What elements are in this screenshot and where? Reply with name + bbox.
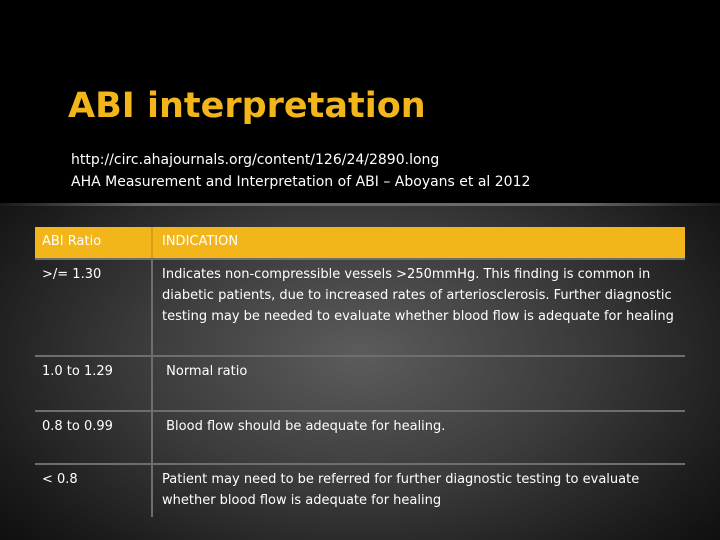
indication-cell: Normal ratio	[152, 356, 685, 411]
indication-cell: Blood flow should be adequate for healing.	[152, 411, 685, 464]
slide-title: ABI interpretation	[68, 86, 426, 126]
table-row	[35, 259, 685, 356]
divider-line	[0, 203, 720, 206]
header-abi-ratio: ABI Ratio	[35, 227, 152, 259]
ratio-cell: 1.0 to 1.29	[35, 356, 152, 411]
header-indication: INDICATION	[152, 227, 685, 259]
indication-cell: Indicates non-compressible vessels >250mmHg. This finding is common in diabetic patients, due to increased rates of arteriosclerosis. Further diagnostic testing may be needed to evaluate whether blood flow is adequate for healing	[152, 259, 685, 356]
table-row	[35, 411, 685, 464]
source-reference	[71, 149, 691, 193]
abi-table	[35, 227, 685, 517]
indication-cell: Patient may need to be referred for further diagnostic testing to evaluate whether blood flow is adequate for healing	[152, 464, 685, 517]
table-row	[35, 356, 685, 411]
table-row	[35, 464, 685, 517]
ratio-cell: >/= 1.30	[35, 259, 152, 356]
source-citation: AHA Measurement and Interpretation of ABI – Aboyans et al 2012	[71, 174, 531, 190]
table-header-row	[35, 227, 685, 259]
ratio-cell: 0.8 to 0.99	[35, 411, 152, 464]
source-url[interactable]: http://circ.ahajournals.org/content/126/24/2890.long	[71, 152, 440, 168]
ratio-cell: < 0.8	[42, 472, 78, 487]
